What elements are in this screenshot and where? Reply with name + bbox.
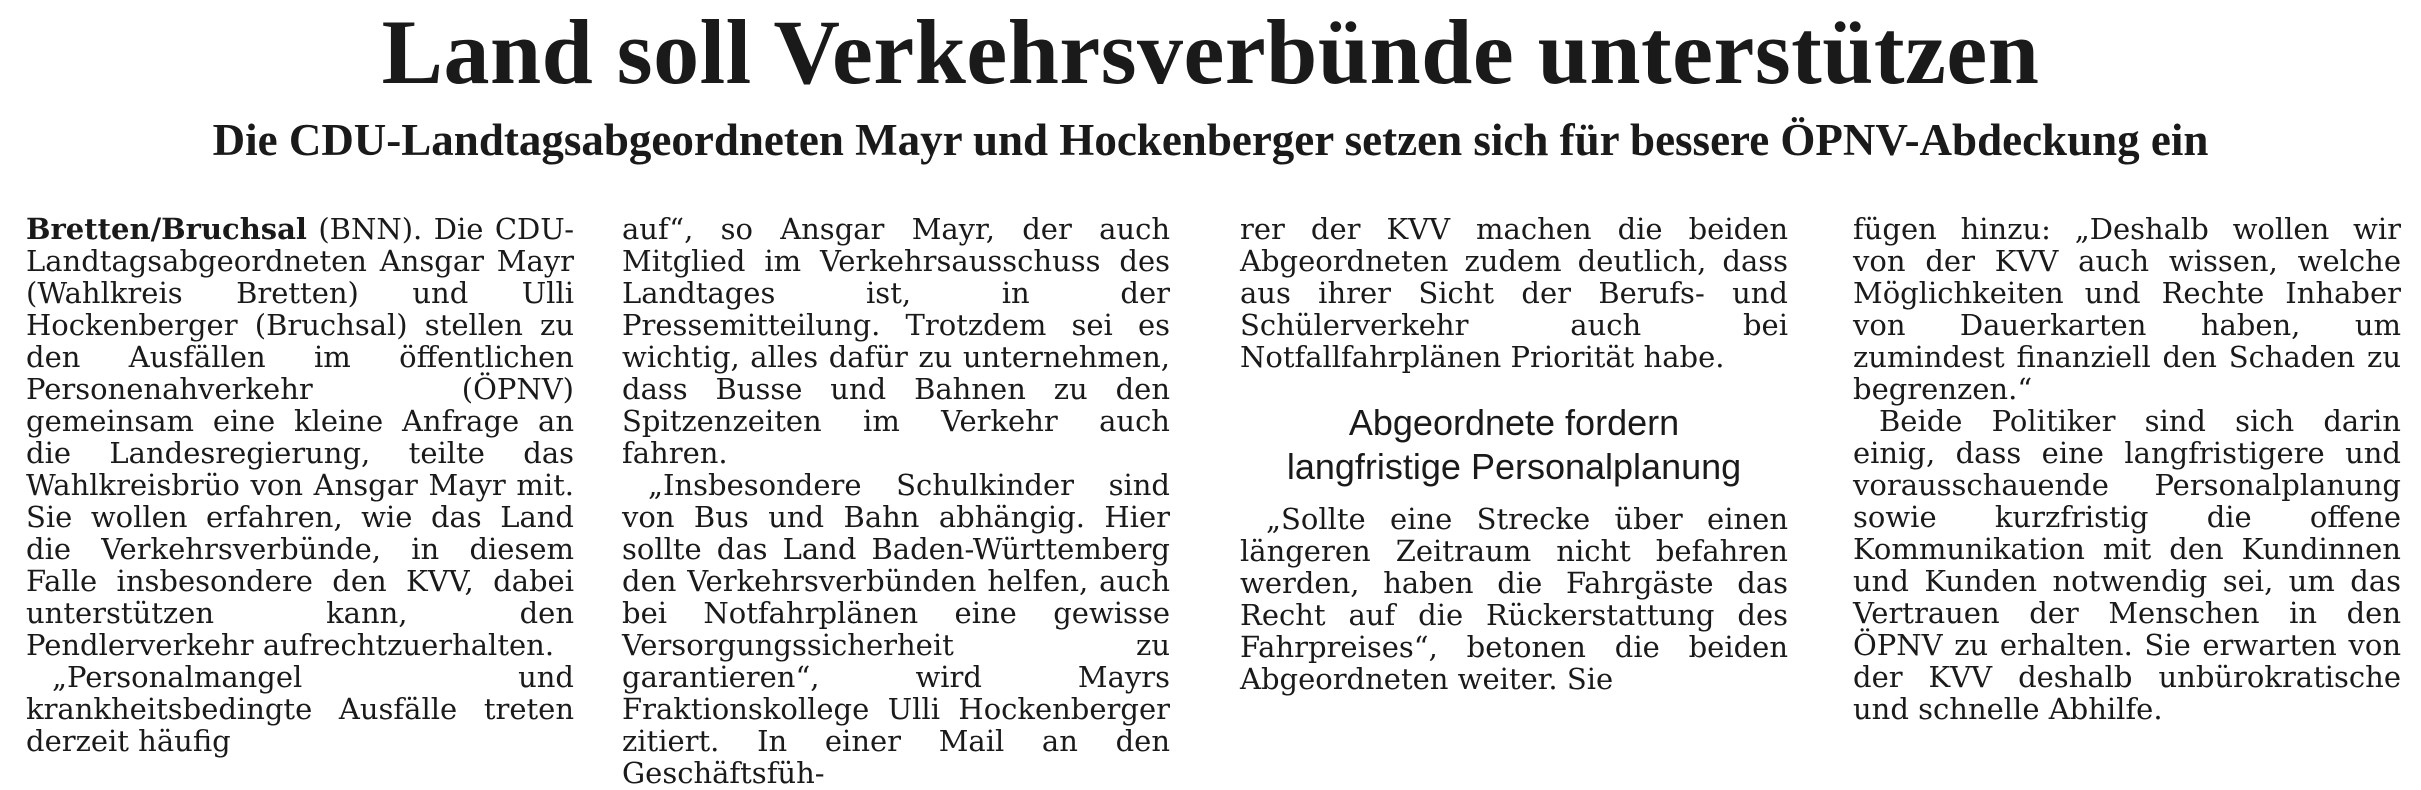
dateline: Bretten/Bruchsal (26, 212, 307, 246)
paragraph: fügen hinzu: „Deshalb wollen wir von der KVV auch wissen, welche Möglichkeiten und Rechte Inhaber von Dauerkarten haben, um zumindest finanziell den Schaden zu begrenzen.“ (1853, 212, 2401, 406)
paragraph: Beide Politiker sind sich darin einig, dass eine langfristigere und vorausschauende Personalplanung sowie kurzfristig die offene Kommunikation mit den Kundinnen und Kunden notwendig sei, um das Vertrauen der Menschen in den ÖPNV zu erhalten. Sie erwarten von der KVV deshalb unbürokratische und schnelle Abhilfe. (1853, 404, 2401, 726)
article-column-1 (26, 213, 574, 757)
paragraph: „Insbesondere Schulkinder sind von Bus und Bahn abhängig. Hier sollte das Land Baden-Württemberg den Verkehrsverbünden helfen, auch bei Notfahrplänen eine gewisse Versorgungssicherheit zu garantieren“, wird Mayrs Fraktionskollege Ulli Hockenberger zitiert. In einer Mail an den Geschäftsfüh- (622, 468, 1170, 790)
article-column-3 (1240, 213, 1788, 695)
crosshead (1240, 401, 1788, 489)
crosshead-line: Abgeordnete fordern (1348, 402, 1680, 443)
article-column-2 (622, 213, 1170, 789)
paragraph-text: (BNN). Die CDU-Landtagsabgeordneten Ansgar Mayr (Wahlkreis Bretten) und Ulli Hockenberger (Bruchsal) stellen zu den Ausfällen im öffentlichen Personenahverkehr (ÖPNV) gemeinsam eine kleine Anfrage an die Landesregierung, teilte das Wahlkreisbrüo von Ansgar Mayr mit. Sie wollen erfahren, wie das Land die Verkehrsverbünde, in diesem Falle insbesondere den KVV, dabei unterstützen kann, den Pendlerverkehr aufrechtzuerhalten. (26, 212, 574, 662)
paragraph (26, 213, 574, 661)
paragraph: „Personalmangel und krankheitsbedingte Ausfälle treten derzeit häufig (26, 660, 574, 758)
paragraph: auf“, so Ansgar Mayr, der auch Mitglied im Verkehrsausschuss des Landtages ist, in der Pressemitteilung. Trotzdem sei es wichtig, alles dafür zu unternehmen, dass Busse und Bahnen zu den Spitzenzeiten im Verkehr auch fahren. (622, 212, 1170, 470)
paragraph: „Sollte eine Strecke über einen längeren Zeitraum nicht befahren werden, haben die Fahrgäste das Recht auf die Rückerstattung des Fahrpreises“, betonen die beiden Abgeordneten weiter. Sie (1240, 502, 1788, 696)
paragraph: rer der KVV machen die beiden Abgeordneten zudem deutlich, dass aus ihrer Sicht der Berufs- und Schülerverkehr auch bei Notfallfahrplänen Priorität habe. (1240, 212, 1788, 374)
headline: Land soll Verkehrsverbünde unterstützen (381, 1, 2040, 103)
article-column-4 (1853, 213, 2401, 725)
crosshead-line: langfristige Personalplanung (1286, 446, 1742, 487)
subheadline: Die CDU-Landtagsabgeordneten Mayr und Hockenberger setzen sich für bessere ÖPNV-Abdeckung ein (212, 115, 2209, 165)
